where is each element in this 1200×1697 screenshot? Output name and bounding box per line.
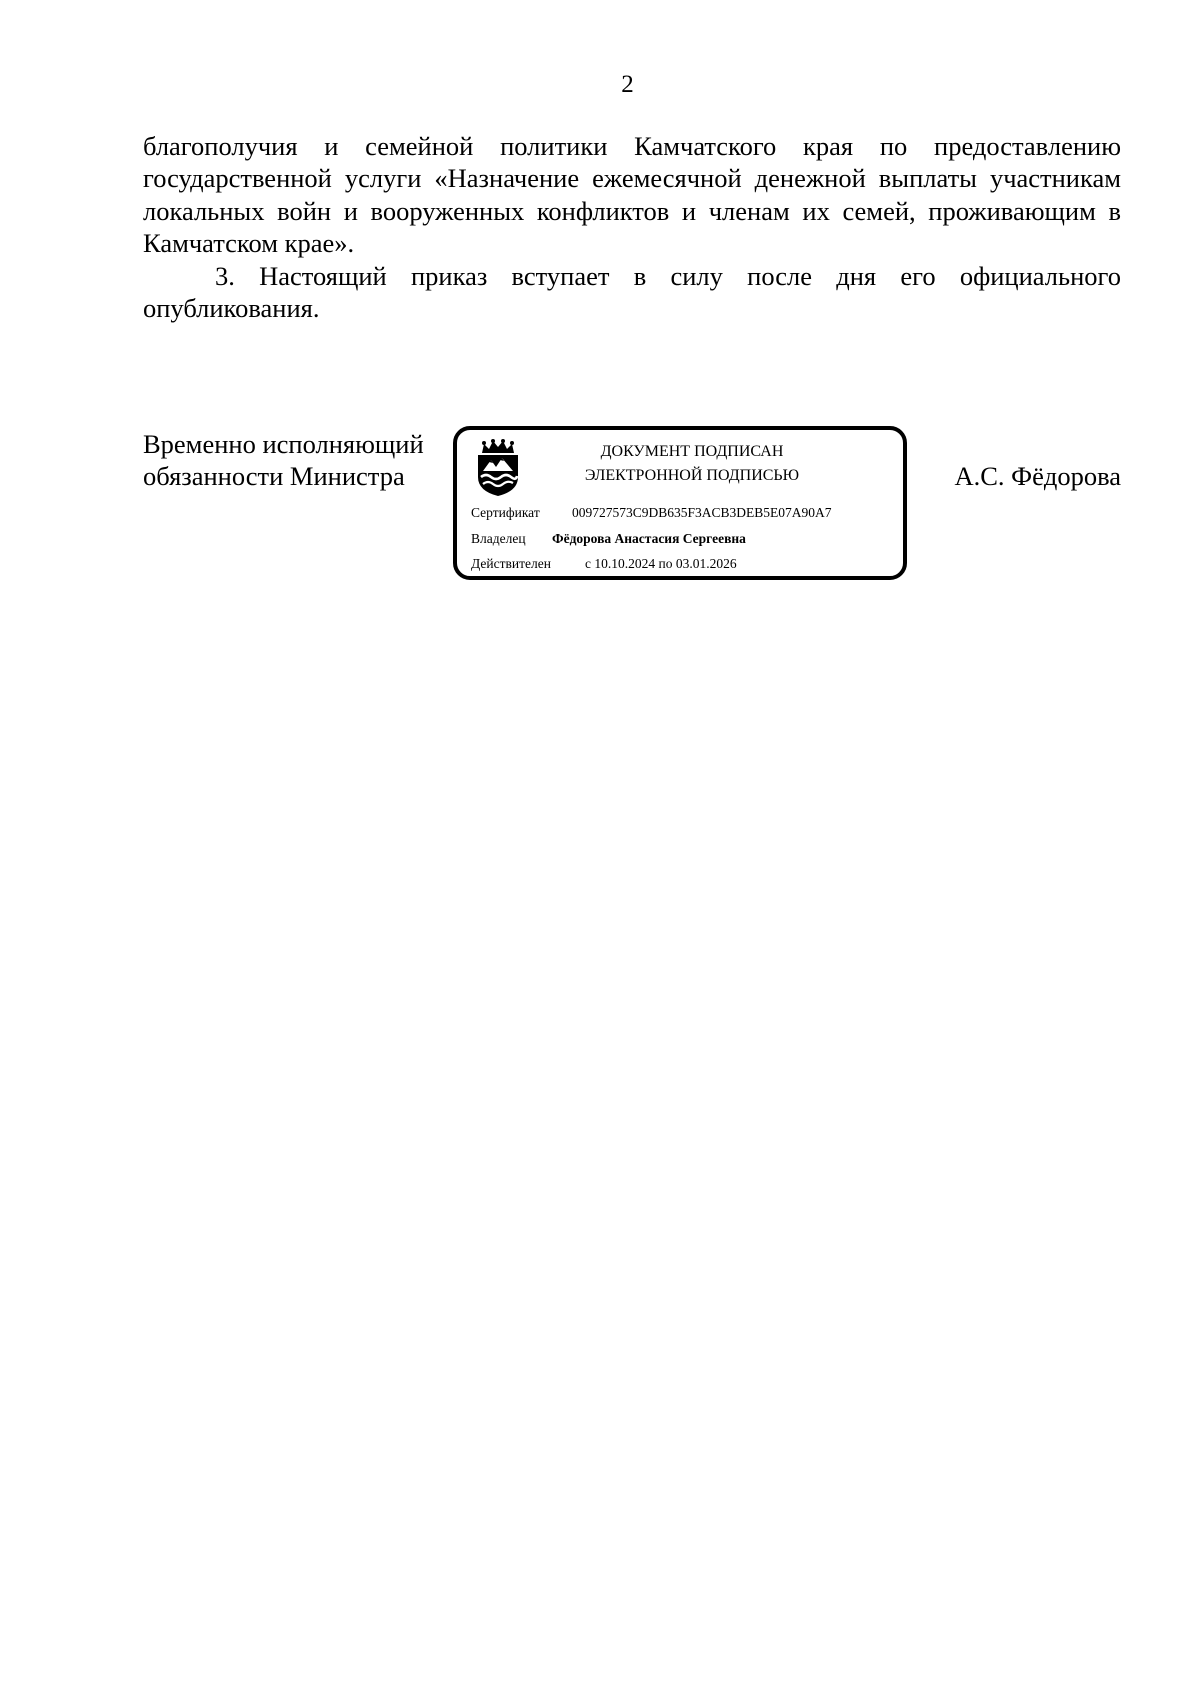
- validity-value: с 10.10.2024 по 03.01.2026: [585, 556, 737, 571]
- page-number: 2: [621, 71, 634, 98]
- body-paragraph-continuation: благополучия и семейной политики Камчатского края по предоставлению государственной услуги «Назначение ежемесячной денежной выплаты участникам локальных войн и вооруженных конфликтов и членам их семей, проживающим в Камчатском крае».: [143, 131, 1121, 259]
- signer-position-line-1: Временно исполняющий: [143, 429, 424, 459]
- signer-name: А.С. Фёдорова: [954, 461, 1121, 491]
- validity-label: Действителен: [471, 556, 551, 571]
- owner-value: Фёдорова Анастасия Сергеевна: [552, 531, 746, 546]
- stamp-certificate-row: [471, 504, 832, 522]
- stamp-owner-row: [471, 530, 746, 548]
- electronic-signature-stamp: [453, 426, 907, 580]
- signer-position-line-2: обязанности Министра: [143, 461, 405, 492]
- certificate-label: Сертификат: [471, 505, 540, 520]
- body-paragraph-item-3: 3. Настоящий приказ вступает в силу после дня его официального опубликования.: [143, 260, 1121, 324]
- kamchatka-coat-of-arms-icon: [474, 439, 522, 497]
- stamp-heading: [537, 440, 847, 488]
- owner-label: Владелец: [471, 531, 526, 546]
- signer-position: [143, 428, 424, 493]
- certificate-value: 009727573C9DB635F3ACB3DEB5E07A90A7: [572, 505, 832, 520]
- stamp-heading-line-1: ДОКУМЕНТ ПОДПИСАН: [600, 443, 784, 460]
- document-body: [143, 130, 1121, 324]
- stamp-validity-row: [471, 555, 737, 573]
- stamp-heading-line-2: ЭЛЕКТРОННОЙ ПОДПИСЬЮ: [584, 467, 800, 484]
